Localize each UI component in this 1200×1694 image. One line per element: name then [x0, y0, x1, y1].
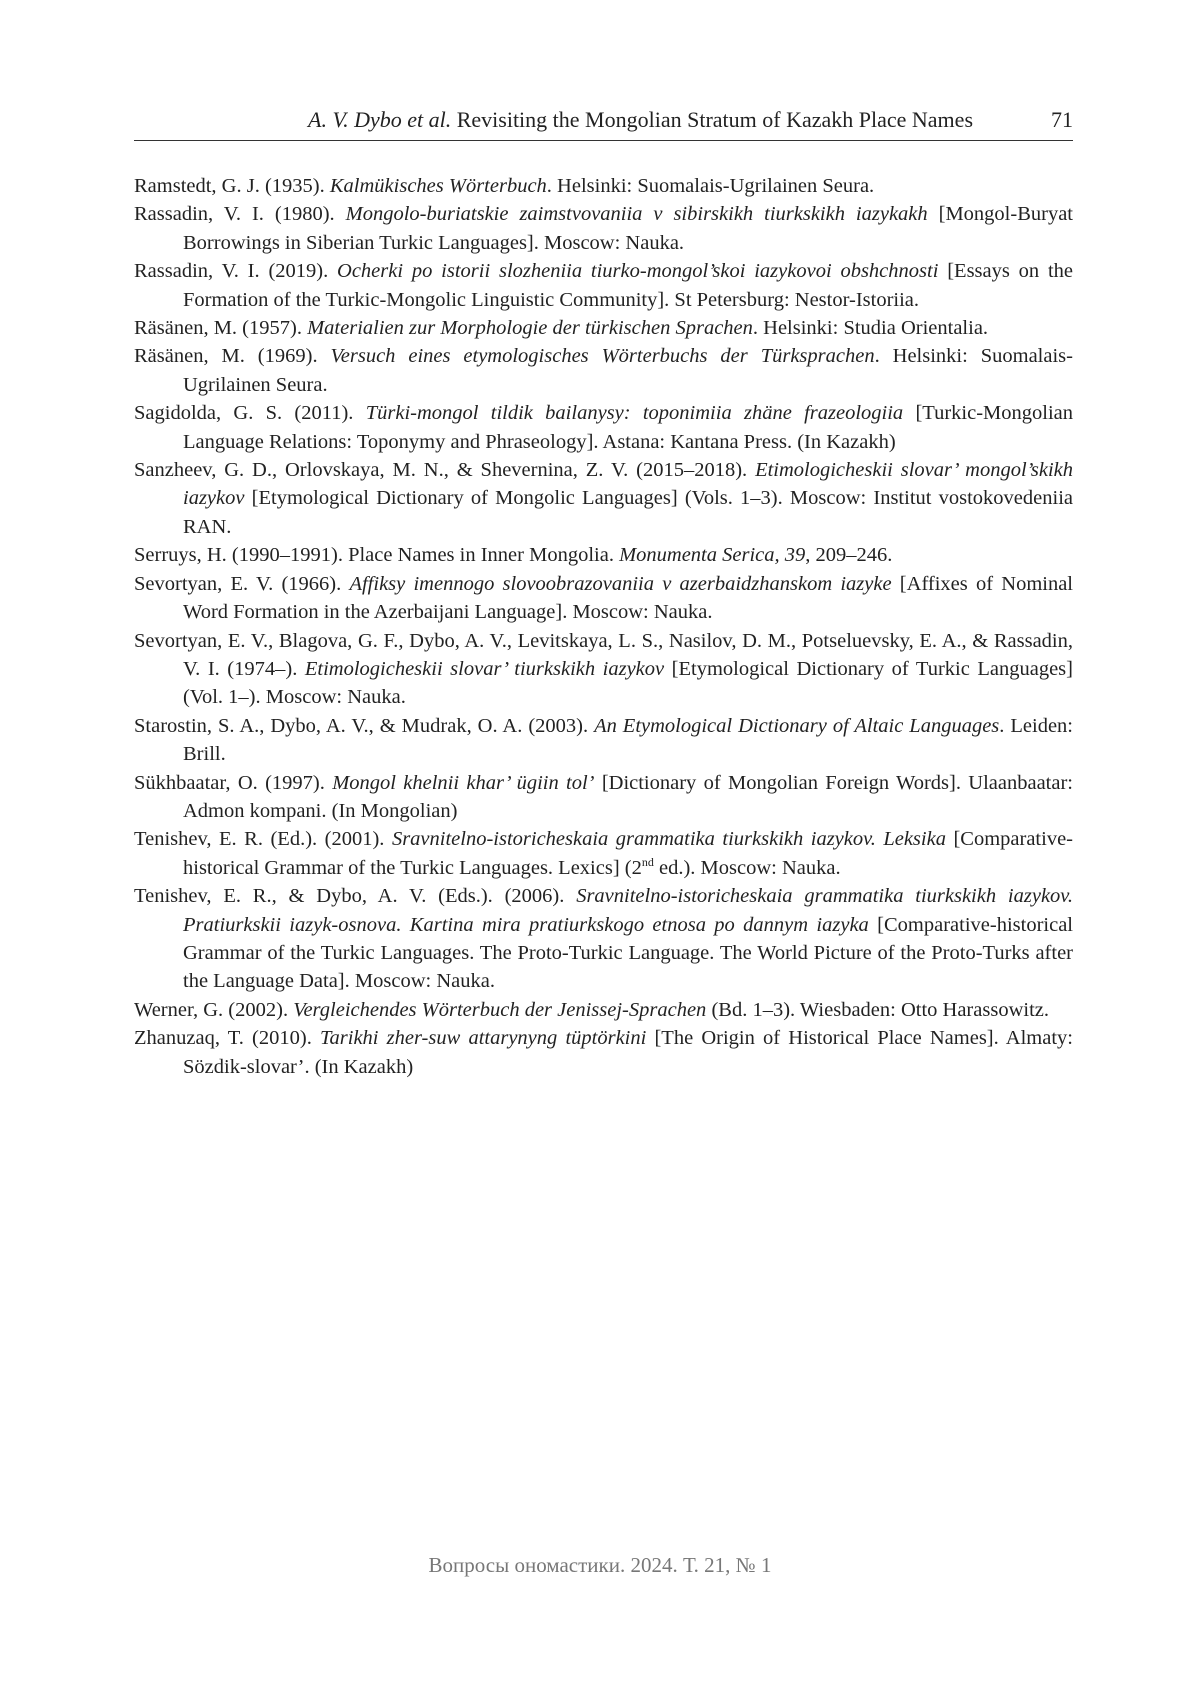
reference-edition-superscript: nd	[641, 854, 654, 869]
reference-entry	[134, 342, 1073, 399]
running-header	[134, 100, 1073, 141]
reference-title: Ocherki po istorii slozheniia tiurko-mongol’skoi iazykovoi obshchnosti	[337, 260, 939, 283]
reference-authors: Rassadin, V. I. (1980).	[134, 203, 346, 226]
header-authors: A. V. Dybo et al.	[308, 107, 452, 132]
reference-authors: Sükhbaatar, O. (1997).	[134, 771, 333, 794]
reference-title: An Etymological Dictionary of Altaic Languages	[594, 714, 1000, 737]
reference-details: [Essays on the Formation of the Turkic-Mongolic Linguistic Community]. St Petersburg: Nestor-Istoriia.	[183, 260, 1074, 311]
reference-title: Materialien zur Morphologie der türkischen Sprachen	[307, 317, 753, 340]
reference-entry	[134, 627, 1073, 712]
reference-authors: Tenishev, E. R., & Dybo, A. V. (Eds.). (2006).	[134, 885, 577, 908]
page-number: 71	[1051, 107, 1073, 132]
reference-entry	[134, 257, 1073, 314]
reference-authors: Zhanuzaq, T. (2010).	[134, 1027, 320, 1050]
reference-entry	[134, 541, 1073, 569]
reference-title: Monumenta Serica, 39	[619, 544, 806, 567]
reference-title: Versuch eines etymologisches Wörterbuchs der Türksprachen	[330, 345, 875, 368]
reference-title: Mongolo-buriatskie zaimstvovaniia v sibirskikh tiurkskikh iazykakh	[345, 203, 928, 226]
reference-authors: Sevortyan, E. V. (1966).	[134, 572, 350, 595]
reference-title: Türki-mongol tildik bailanysy: toponimiia zhäne frazeologiia	[365, 402, 904, 425]
references-list	[134, 172, 1073, 1081]
reference-details: . Helsinki: Suomalais-Ugrilainen Seura.	[183, 345, 1073, 396]
reference-entry	[134, 1024, 1073, 1081]
reference-entry	[134, 769, 1073, 826]
reference-details: [Mongol-Buryat Borrowings in Siberian Turkic Languages]. Moscow: Nauka.	[183, 203, 1073, 254]
reference-details: , 209–246.	[805, 544, 893, 567]
reference-title: Etimologicheskii slovar’ tiurkskikh iazykov	[304, 657, 665, 680]
journal-footer: Вопросы ономастики. 2024. Т. 21, № 1	[428, 1553, 772, 1577]
reference-title: Mongol khelnii khar’ ügiin tol’	[332, 771, 595, 794]
reference-entry	[134, 570, 1073, 627]
reference-authors: Werner, G. (2002).	[134, 998, 294, 1021]
reference-authors: Starostin, S. A., Dybo, A. V., & Mudrak, O. A. (2003).	[134, 714, 595, 737]
reference-entry	[134, 314, 1073, 342]
reference-entry	[134, 996, 1073, 1024]
reference-title: Affiksy imennogo slovoobrazovaniia v azerbaidzhanskom iazyke	[349, 572, 892, 595]
reference-details: [Affixes of Nominal Word Formation in the Azerbaijani Language]. Moscow: Nauka.	[183, 572, 1073, 624]
reference-entry	[134, 882, 1073, 996]
reference-title: Kalmükisches Wörterbuch	[329, 175, 547, 197]
reference-title: Tarikhi zher-suw attarynyng tüptörkini	[320, 1027, 647, 1050]
reference-title: Etimologicheskii slovar’ mongol’skikh iazykov	[183, 459, 1073, 510]
reference-authors: Tenishev, E. R. (Ed.). (2001).	[134, 828, 392, 851]
reference-details: . Helsinki: Studia Orientalia.	[752, 317, 989, 340]
reference-authors: Sagidolda, G. S. (2011).	[134, 402, 366, 425]
reference-details: . Helsinki: Suomalais-Ugrilainen Seura.	[546, 175, 875, 197]
reference-authors: Serruys, H. (1990–1991). Place Names in Inner Mongolia.	[134, 544, 620, 567]
reference-entry	[134, 712, 1073, 769]
reference-details: [Etymological Dictionary of Turkic Languages] (Vol. 1–). Moscow: Nauka.	[183, 657, 1073, 709]
reference-authors: Sanzheev, G. D., Orlovskaya, M. N., & Shevernina, Z. V. (2015–2018).	[134, 459, 756, 482]
reference-details: [Etymological Dictionary of Mongolic Languages] (Vols. 1–3). Moscow: Institut vostokovedeniia RAN.	[183, 487, 1073, 538]
reference-details: [Comparative-historical Grammar of the Turkic Languages. The Proto-Turkic Language. The World Picture of the Proto-Turks after the Language Data]. Moscow: Nauka.	[183, 913, 1073, 993]
reference-details: [Turkic-Mongolian Language Relations: Toponymy and Phraseology]. Astana: Kantana Press. (In Kazakh)	[183, 402, 1074, 453]
reference-entry	[134, 172, 1073, 200]
reference-entry	[134, 456, 1073, 541]
reference-details-end: ed.). Moscow: Nauka.	[653, 856, 841, 879]
reference-title: Sravnitelno-istoricheskaia grammatika tiurkskikh iazykov. Leksika	[391, 828, 946, 851]
header-title	[308, 106, 973, 134]
reference-authors: Sevortyan, E. V., Blagova, G. F., Dybo, A. V., Levitskaya, L. S., Nasilov, D. M., Potseluevsky, E. A., & Rassadin, V. I. (1974–).	[134, 629, 1073, 680]
reference-details: [Comparative-historical Grammar of the Turkic Languages. Lexics] (2	[183, 828, 1073, 879]
header-article-title: Revisiting the Mongolian Stratum of Kazakh Place Names	[451, 107, 973, 132]
reference-details: . Leiden: Brill.	[183, 714, 1073, 766]
reference-entry	[134, 825, 1073, 882]
reference-authors: Räsänen, M. (1957).	[134, 317, 308, 340]
reference-details: (Bd. 1–3). Wiesbaden: Otto Harassowitz.	[706, 998, 1049, 1021]
reference-authors: Ramstedt, G. J. (1935).	[134, 175, 330, 197]
reference-details: [Dictionary of Mongolian Foreign Words]. Ulaanbaatar: Admon kompani. (In Mongolian)	[183, 771, 1073, 822]
reference-title: Sravnitelno-istoricheskaia grammatika tiurkskikh iazykov. Pratiurkskii iazyk-osnova. Kartina mira pratiurkskogo etnosa po dannym iazyka	[183, 885, 1073, 936]
reference-entry	[134, 200, 1073, 257]
reference-entry	[134, 399, 1073, 456]
reference-authors: Rassadin, V. I. (2019).	[134, 260, 338, 283]
reference-details: [The Origin of Historical Place Names]. Almaty: Sözdik-slovar’. (In Kazakh)	[183, 1027, 1073, 1078]
reference-title: Vergleichendes Wörterbuch der Jenissej-Sprachen	[293, 998, 707, 1021]
reference-authors: Räsänen, M. (1969).	[134, 345, 331, 368]
